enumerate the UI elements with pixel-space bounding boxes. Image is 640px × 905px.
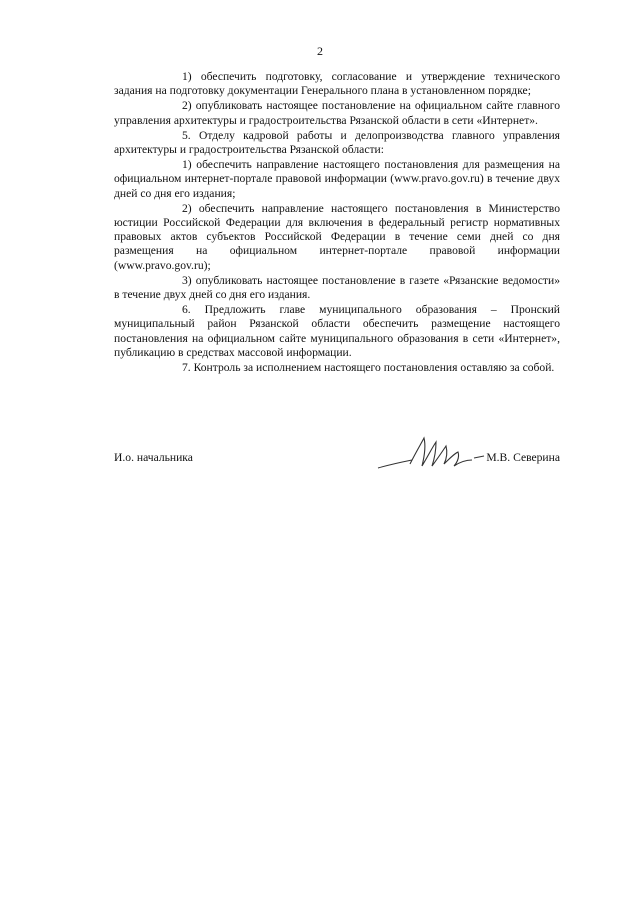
- signatory-name: М.В. Северина: [486, 451, 560, 464]
- item-number: 1): [182, 70, 192, 83]
- item-number: 1): [182, 158, 192, 172]
- list-item: [114, 274, 560, 302]
- item-number: 3): [182, 273, 192, 287]
- item-text: обеспечить направление настоящего постановления в Министерство юстиции Российской Федерации для включения в федеральный регистр нормативных правовых актов субъектов Российской Федерации в течение семи дней со дня размещения на официальном интернет-портале правовой информации (www.pravo.gov.ru);: [114, 201, 560, 272]
- list-item: [114, 361, 560, 375]
- item-text: Контроль за исполнением настоящего постановления оставляю за собой.: [193, 361, 555, 375]
- list-item: [114, 129, 560, 157]
- item-text: Отделу кадровой работы и делопроизводства главного управления архитектуры и градостроительства Рязанской области:: [114, 128, 560, 157]
- item-text: опубликовать настоящее постановление на официальном сайте главного управления архитектуры и градостроительства Рязанской области в сети «Интернет».: [114, 99, 560, 127]
- list-item: [114, 70, 560, 98]
- item-number: 2): [182, 99, 192, 113]
- item-number: 2): [182, 201, 192, 215]
- item-number: 7.: [182, 361, 191, 375]
- signature-block: [114, 446, 560, 486]
- list-item: [114, 158, 560, 201]
- document-body: [114, 70, 560, 376]
- page-number: 2: [317, 44, 323, 58]
- item-text: обеспечить подготовку, согласование и утверждение технического задания на подготовку документации Генерального плана в установленном порядке;: [114, 70, 560, 98]
- list-item: [114, 99, 560, 127]
- item-text: Предложить главе муниципального образования – Пронский муниципальный район Рязанской области обеспечить размещение настоящего постановления на официальном сайте муниципального образования в сети «Интернет», публикацию в средствах массовой информации.: [114, 303, 560, 359]
- list-item: [114, 303, 560, 360]
- handwritten-signature-icon: [372, 434, 492, 474]
- signatory-title: И.о. начальника: [114, 451, 193, 464]
- item-text: опубликовать настоящее постановление в газете «Рязанские ведомости» в течение двух дней со дня его издания.: [114, 273, 561, 302]
- list-item: [114, 202, 560, 273]
- item-number: 5.: [182, 128, 191, 142]
- item-number: 6.: [182, 303, 191, 317]
- item-text: обеспечить направление настоящего постановления для размещения на официальном интернет-портале правовой информации (www.pravo.gov.ru) в течение двух дней со дня его издания;: [114, 158, 560, 200]
